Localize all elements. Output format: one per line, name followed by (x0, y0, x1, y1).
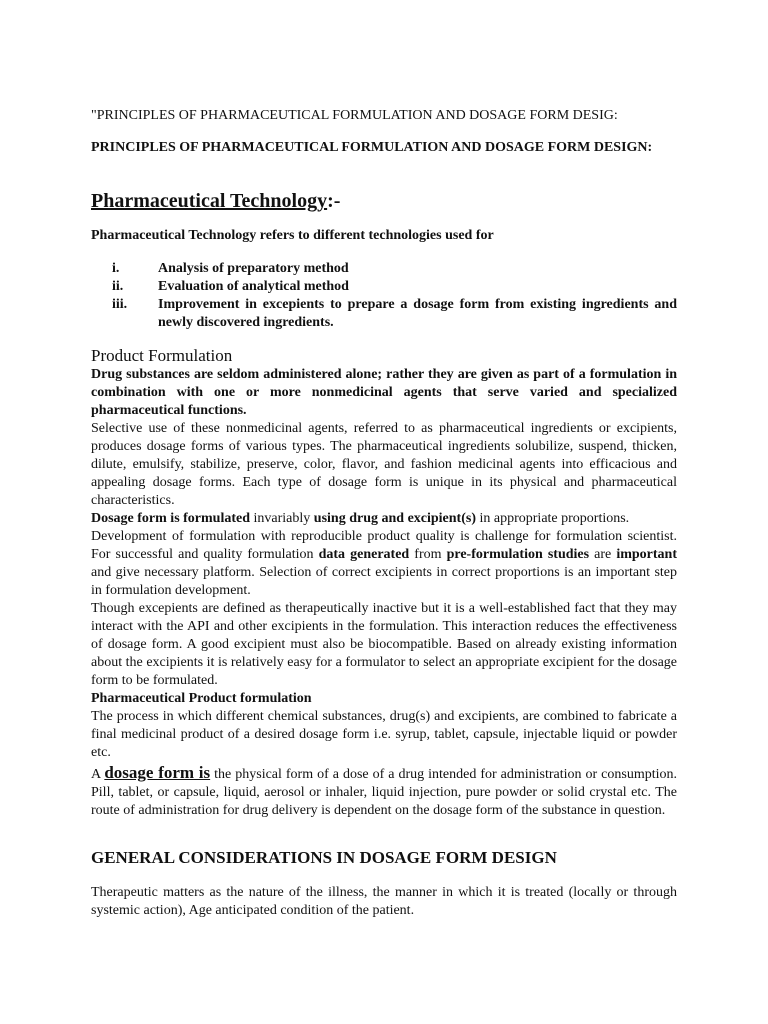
paragraph-dosage-form-definition (91, 764, 677, 820)
paragraph-dosage-formulated (91, 510, 677, 528)
document-title-line: "PRINCIPLES OF PHARMACEUTICAL FORMULATION AND DOSAGE FORM DESIG: (91, 108, 618, 123)
list-item-text: Evaluation of analytical method (158, 279, 349, 294)
section-title-suffix: :- (327, 190, 341, 212)
text-span: from (409, 547, 447, 562)
bold-phrase: Dosage form is formulated (91, 511, 251, 526)
text-span: in appropriate proportions. (476, 511, 630, 526)
section-title (91, 188, 340, 214)
text-span: invariably (250, 511, 314, 526)
list-item-number: ii. (112, 279, 124, 294)
text-span: A (91, 767, 105, 782)
list-item-number: iii. (112, 297, 128, 312)
bold-phrase: data generated (318, 547, 410, 562)
bold-phrase: important (616, 547, 677, 562)
text-span: are (589, 547, 617, 562)
paragraph-process: The process in which different chemical substances, drug(s) and excipients, are combined to fabricate a final medicinal product of a desired dosage form i.e. syrup, tablet, capsule, injectable liquid or powder etc. (91, 709, 677, 760)
text-span: and give necessary platform. Selection of correct excipients in correct proportions is an important step in formulation development. (91, 565, 677, 598)
general-considerations-heading: GENERAL CONSIDERATIONS IN DOSAGE FORM DESIGN (91, 848, 557, 867)
list-item (91, 296, 677, 332)
dosage-form-term: dosage form is (104, 763, 211, 782)
list-item (91, 260, 677, 278)
list-item-number: i. (112, 261, 120, 276)
technology-list (91, 260, 677, 332)
bold-phrase: pre-formulation studies (446, 547, 590, 562)
list-item-text: Analysis of preparatory method (158, 261, 349, 276)
paragraph-development (91, 528, 677, 600)
paragraph-excipients: Selective use of these nonmedicinal agents, referred to as pharmaceutical ingredients or excipients, produces dosage forms of various types. The pharmaceutical ingredients solubilize, suspend, thicken, dilute, emulsify, stabilize, preserve, color, flavor, and fashion medicinal agents into efficacious and appealing dosage forms. Each type of dosage form is unique in its physical and pharmaceutical characteristics. (91, 421, 677, 508)
list-item (91, 278, 677, 296)
bold-paragraph: Drug substances are seldom administered alone; rather they are given as part of a formulation in combination with one or more nonmedicinal agents that serve varied and specialized pharmaceutical functions. (91, 367, 677, 418)
text-span: the physical form of a dose of a drug intended for administration or consumption. Pill, tablet, or capsule, liquid, aerosol or inhaler, liquid injection, pure powder or solid crystal etc. The route of administration for drug delivery is dependent on the dosage form of the substance in question. (91, 767, 678, 818)
paragraph-therapeutic: Therapeutic matters as the nature of the illness, the manner in which it is treated (locally or through systemic action), Age anticipated condition of the patient. (91, 885, 677, 918)
intro-text: Pharmaceutical Technology refers to different technologies used for (91, 228, 494, 243)
product-formulation-heading: Product Formulation (91, 346, 233, 365)
bold-phrase: using drug and excipient(s) (313, 511, 476, 526)
subheading-product-formulation: Pharmaceutical Product formulation (91, 691, 312, 706)
section-title-text: Pharmaceutical Technology (91, 190, 328, 212)
text-span: Development of formulation with reproducible product quality is challenge for formulation scientist. For successful and quality formulation (91, 529, 677, 562)
product-formulation-body (91, 366, 677, 820)
paragraph-excipient-interaction: Though excepients are defined as therapeutically inactive but it is a well-established fact that they may interact with the API and other excipients in the formulation. This interaction reduces the effectiveness of dosage form. A good excipient must also be biocompatible. Based on already existing information about the excipients it is relatively easy for a formulator to select an appropriate excipient for the dosage form to be formulated. (91, 601, 677, 688)
main-heading: PRINCIPLES OF PHARMACEUTICAL FORMULATION AND DOSAGE FORM DESIGN: (91, 140, 653, 155)
list-item-text: Improvement in excepients to prepare a dosage form from existing ingredients and newly discovered ingredients. (158, 297, 677, 330)
